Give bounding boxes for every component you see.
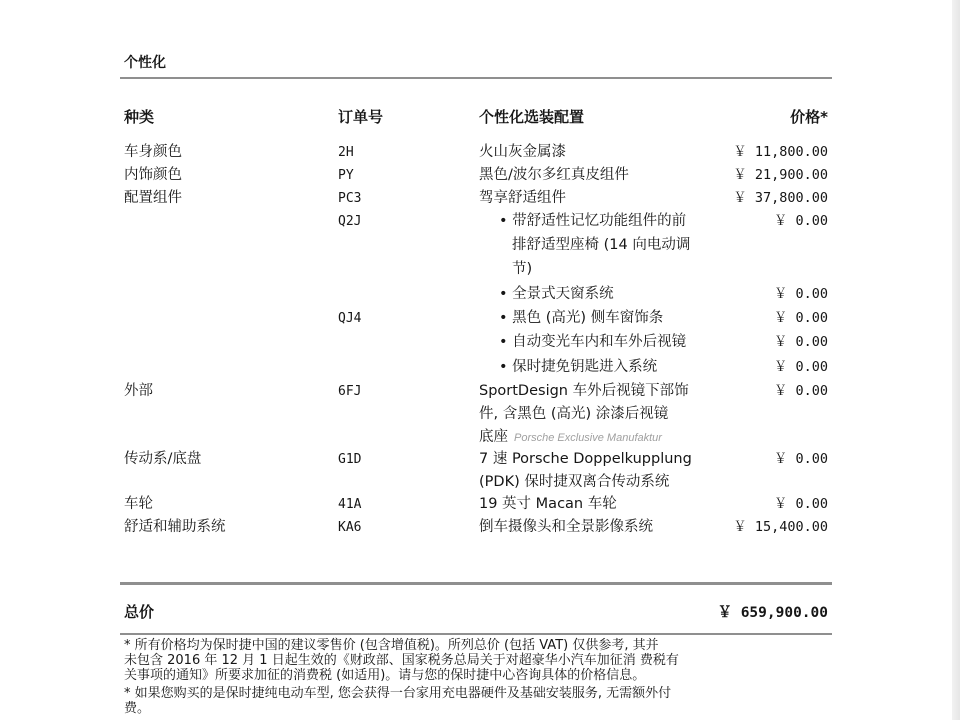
row-price: ￥ 0.00 [773, 310, 828, 326]
row-category: 配置组件 [124, 190, 182, 206]
row-code: 2H [338, 145, 354, 160]
header-category: 种类 [124, 108, 155, 126]
row-code: QJ4 [338, 311, 362, 326]
header-price: 价格* [790, 108, 828, 126]
footnote-line: * 如果您购买的是保时捷纯电动车型, 您会获得一台家用充电器硬件及基础安装服务, 无需额外付 [124, 686, 672, 701]
row-desc-cont [479, 426, 662, 450]
row-price: ￥ 0.00 [773, 286, 828, 302]
top-rule [120, 77, 832, 79]
row-code: KA6 [338, 520, 362, 535]
row-price: ￥ 37,800.00 [733, 190, 828, 206]
row-desc: • 黑色 (高光) 侧车窗饰条 [499, 310, 664, 326]
row-price: ￥ 0.00 [773, 359, 828, 375]
row-price: ￥ 11,800.00 [733, 144, 828, 160]
footnote-line: 未包含 2016 年 12 月 1 日起生效的《财政部、国家税务总局关于对超豪华小汽车加征消 费税有 [124, 653, 679, 668]
total-price: ￥ 659,900.00 [717, 605, 828, 621]
row-price: ￥ 0.00 [773, 451, 828, 467]
total-rule-bottom [120, 633, 832, 635]
row-price: ￥ 21,900.00 [733, 167, 828, 183]
row-desc: SportDesign 车外后视镜下部饰 [479, 383, 689, 399]
row-code: Q2J [338, 214, 362, 229]
row-desc: • 自动变光车内和车外后视镜 [499, 334, 687, 350]
row-price: ￥ 0.00 [773, 496, 828, 512]
total-label: 总价 [124, 603, 155, 621]
row-price: ￥ 0.00 [773, 334, 828, 350]
total-rule-top [120, 582, 832, 585]
header-config: 个性化选装配置 [479, 108, 585, 126]
row-desc: • 保时捷免钥匙进入系统 [499, 359, 658, 375]
row-category: 内饰颜色 [124, 167, 182, 183]
row-code: PC3 [338, 191, 362, 206]
row-desc: 黑色/波尔多红真皮组件 [479, 167, 629, 183]
page-edge [952, 0, 960, 720]
header-order-no: 订单号 [338, 108, 384, 126]
row-desc-text: 底座 [479, 429, 508, 445]
row-category: 车轮 [124, 496, 153, 512]
footnote-line: 关事项的通知》所要求加征的消费税 (如适用)。请与您的保时捷中心咨询具体的价格信息。 [124, 668, 646, 683]
row-desc: • 全景式天窗系统 [499, 286, 614, 302]
row-desc: 7 速 Porsche Doppelkupplung [479, 451, 692, 467]
row-category: 车身颜色 [124, 144, 182, 160]
row-desc: 驾享舒适组件 [479, 190, 566, 206]
row-code: PY [338, 168, 354, 183]
row-desc: 19 英寸 Macan 车轮 [479, 496, 617, 512]
row-code: 6FJ [338, 384, 362, 399]
row-desc: 倒车摄像头和全景影像系统 [479, 519, 653, 535]
row-desc-cont: 节) [512, 261, 533, 277]
row-category: 传动系/底盘 [124, 451, 202, 467]
row-desc-cont: (PDK) 保时捷双离合传动系统 [479, 474, 670, 490]
row-category: 舒适和辅助系统 [124, 519, 226, 535]
section-title: 个性化 [124, 55, 166, 71]
row-code: 41A [338, 497, 362, 512]
brand-tag: Porsche Exclusive Manufaktur [514, 432, 662, 444]
row-code: G1D [338, 452, 362, 467]
row-desc-cont: 排舒适型座椅 (14 向电动调 [512, 237, 691, 253]
footnote-line: * 所有价格均为保时捷中国的建议零售价 (包含增值税)。所列总价 (包括 VAT) 仅供参考, 其并 [124, 638, 659, 653]
footnote-line: 费。 [124, 701, 151, 716]
row-category: 外部 [124, 383, 153, 399]
row-desc: • 带舒适性记忆功能组件的前 [499, 213, 687, 229]
row-price: ￥ 0.00 [773, 213, 828, 229]
row-desc-cont: 件, 含黑色 (高光) 涂漆后视镜 [479, 406, 669, 422]
row-price: ￥ 0.00 [773, 383, 828, 399]
row-price: ￥ 15,400.00 [733, 519, 828, 535]
row-desc: 火山灰金属漆 [479, 144, 566, 160]
